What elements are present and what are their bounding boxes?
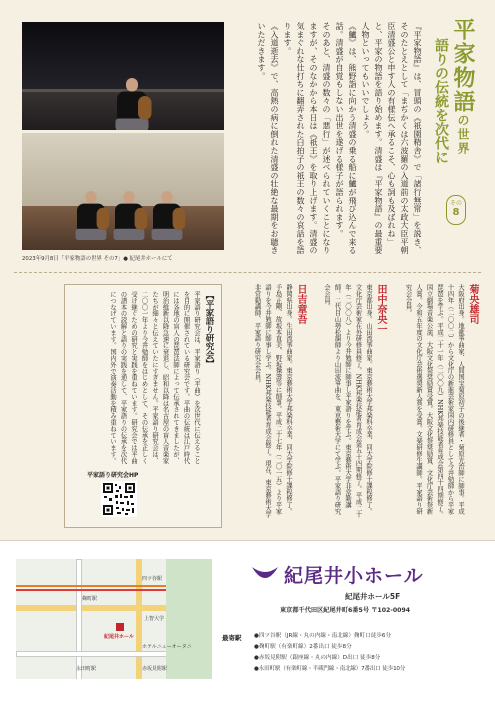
nearest-label: 最寄駅 (222, 634, 242, 642)
intro-text (232, 22, 424, 258)
society-text: 平家語り研究会は、平家語り（平曲）を次世代に伝えることを目的に開催されている研究会です。平曲の伝統は江戸時代には各地の盲人の琵琶法師によって伝承されてきましたが、明治維新以降急速に衰退し、昭和以降は名古屋の盲人音楽家たちが細々と伝えていたにすぎません。平家語り研究会は、二〇〇一年より今井勉師をはじめとして、その伝承を正しく受け継ぐための研究と実践を重ねています。研究会では平曲の譜本の読解と語りの実践を通して、平家語りの伝承を次代につなげています。国内外で演奏活動を積み重ねています。 (109, 291, 200, 464)
venue-footer (0, 540, 495, 701)
station-line: ●麹町駅（有楽町線）2番出口 徒歩8分 (254, 644, 352, 650)
vol-badge (446, 195, 466, 225)
profile-text: 静岡県出身。生田流箏曲家。東京藝術大学邦楽科卒業、同大学院修士課程修了。手島正剛、故坂本直美、野坂操壽等に師事。平成二十七年（二〇一五）より平家語りを今井勉師に師事し学ぶ。NHK邦楽技能者育成会修了。現在、東京藝術大学非常勤講師、平家語り研究会会員。 (253, 284, 292, 518)
photo-caption: 2023年9月8日「平家物語の世界 その7」● 紀尾井ホールにて (22, 256, 173, 262)
profile-name: 日吉章吾 (295, 284, 306, 324)
hall-sub: 紀尾井ホール5F (345, 592, 401, 601)
access-map[interactable] (16, 559, 212, 679)
map-label-akasaka: 赤坂見附駅 (142, 666, 168, 672)
series-title-main: 平家物語 (450, 18, 476, 114)
section-divider (14, 272, 481, 273)
hall-logo-icon (250, 563, 280, 587)
qr-code[interactable] (101, 481, 137, 517)
profile-name: 菊央雄司 (467, 284, 478, 324)
profile-name: 田中奈央一 (375, 284, 386, 334)
map-label-hall: 紀尾井ホール (104, 634, 134, 640)
society-box (64, 284, 222, 528)
map-label-kojimachi: 麹町駅 (82, 596, 98, 602)
society-heading: 【平家語り研究会】 (204, 291, 214, 368)
series-title-suffix: の世界 (456, 114, 470, 156)
series-title (448, 18, 479, 188)
intro-paragraph: そのあと、清盛の数々の「悪行」が述べられていくことになりますが、そのなかから本日は《祇王》を取り上げます。清盛の気まぐれな仕打ちに翻弄された白拍子の祇王の数々の哀話を語ります。 (283, 22, 331, 255)
station-line: ●永田町駅（有楽町線・半蔵門線・南北線）7番出口 徒歩10分 (254, 666, 406, 672)
station-line: ●赤坂見附駅（銀座線・丸の内線）D出口 徒歩8分 (254, 655, 381, 661)
vol-number: 8 (452, 207, 460, 218)
series-subtitle: 語りの伝統を次代に (433, 38, 449, 164)
hall-address: 東京都千代田区紀尾井町6番5号 〒102-0094 (280, 607, 411, 614)
performance-photo-trio (22, 133, 224, 250)
hall-marker (116, 623, 124, 631)
profile-text: 東京都出身。山田流箏曲家。東京藝術大学邦楽科卒業、同大学院修士課程修了。文化庁芸術家在外研修員修了。NHK邦楽技能者育成会第五十四期修了。平成二十年（二〇〇八）より今井勉師に師事し平家語りを学ぶ。東京藝術大学非常勤講師。二代目山勢松韻師より山田流箏曲を、東京藝術大学にて学ぶ。平家語り研究会会員。 (323, 284, 372, 518)
station-line: ●四ツ谷駅（JR線・丸の内線・南北線）麹町口徒歩6分 (254, 633, 392, 639)
hall-logo (250, 561, 480, 591)
map-label-yotsuya: 四ツ谷駅 (142, 576, 163, 582)
society-qr-label: 平家語り研究会HP (87, 472, 139, 479)
map-label-hotel: ホテルニューオータニ (142, 644, 192, 650)
intro-paragraph: 『平家物語』は、冒頭の《祇園精舎》で「諸行無常」を説き、そのたとえとして「まぢかくは六波羅の入道前の太政大臣平朝臣清盛公と申す人の有様伝へ承るこそ、心も詞も及ばれね」と、平家の物語を語り始めます。清盛は『平家物語』の最重要人物といってもいいでしょう。 (361, 22, 422, 255)
profile-kikuo (390, 284, 480, 528)
profile-text: 大阪府出身。地歌箏曲家、人間国宝菊原初子の後継者・菊原光治師に師事。平成十四年（二〇〇二）から文化庁の新進芸術家国内研修員として今井勉師から平家琵琶を学ぶ。平成二十一年（二〇〇九）NHK邦楽技能者育成会第四十四期修了。国立劇場音楽公演、大阪文化祭奨励賞受賞。大阪文化祭奨励賞、文化庁芸術祭新人賞。令和五年度の文化庁芸術選奨新人賞を受賞。文楽研修生講師。平家語り研究会会員。 (404, 284, 464, 518)
hall-name: 紀尾井小ホール (284, 565, 424, 587)
profile-hiyoshi (228, 284, 308, 528)
intro-paragraph: 《鱸》は、熊野詣に向かう清盛の乗る船に鱸が飛び込んで来る話。清盛が自覚もしない出世を遂げる様子が語られます。 (335, 22, 357, 255)
performance-photo-solo (22, 22, 224, 130)
profile-tanaka (310, 284, 388, 528)
vol-label: その (449, 200, 462, 207)
map-label-univ: 上智大学 (144, 616, 165, 622)
intro-paragraph: 《入道逝去》で、高熱の病に倒れた清盛の壮絶な最期をお聴きいただきます。 (257, 22, 279, 255)
map-label-nagatacho: 永田町駅 (76, 666, 97, 672)
